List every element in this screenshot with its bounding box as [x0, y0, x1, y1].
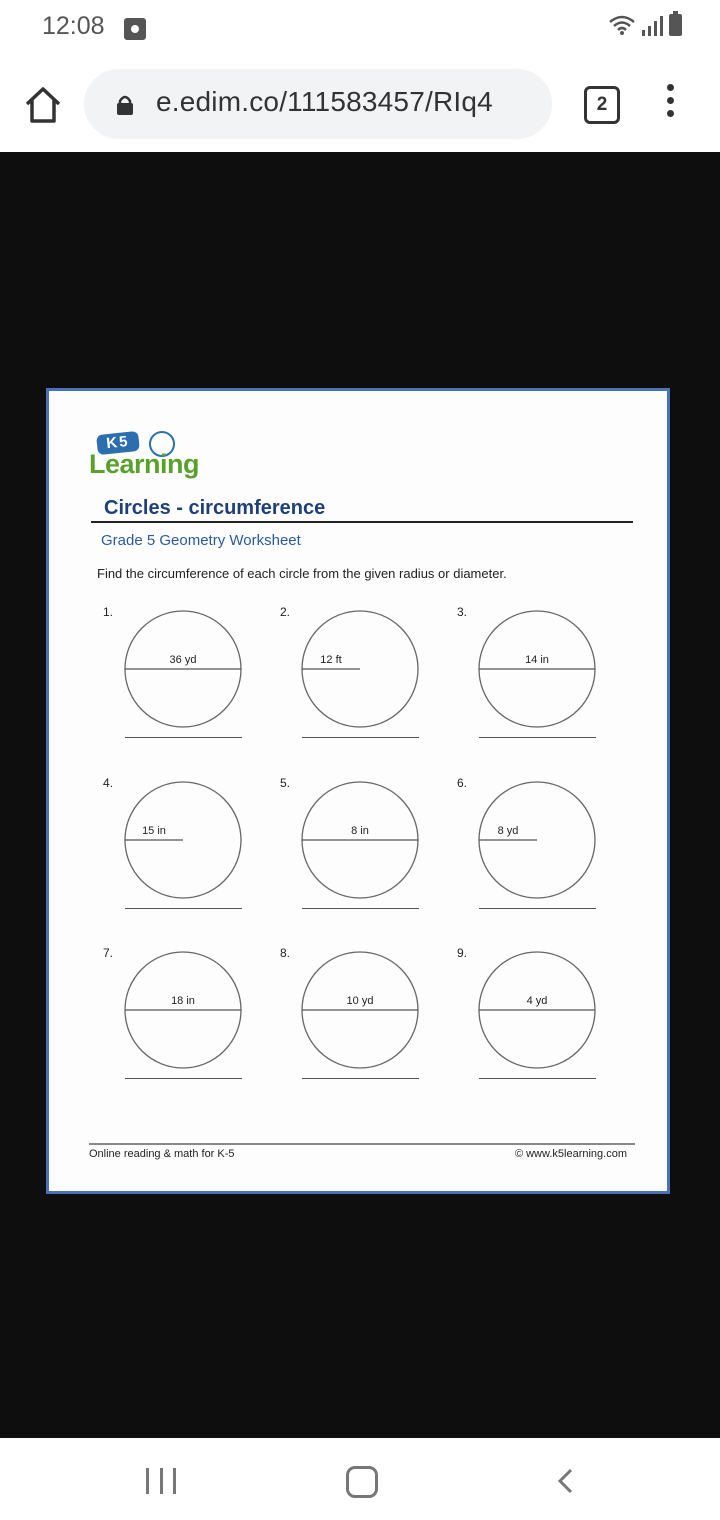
problem-number: 7. — [103, 946, 114, 960]
measure-label: 12 ft — [320, 654, 342, 666]
problem-2 — [280, 605, 450, 755]
system-nav-bar — [0, 1438, 720, 1520]
problem-6 — [457, 776, 627, 926]
title-divider — [91, 521, 633, 523]
circle-figure — [280, 605, 450, 735]
problem-1 — [103, 605, 273, 755]
circle-figure — [103, 946, 273, 1076]
k5-learning-logo — [89, 431, 209, 479]
answer-line — [125, 737, 242, 738]
logo-badge: K5 — [96, 431, 140, 455]
measure-label: 8 in — [351, 825, 369, 837]
measure-label: 4 yd — [526, 995, 548, 1007]
problem-7 — [103, 946, 273, 1096]
measure-label: 8 yd — [497, 825, 519, 837]
problem-number: 6. — [457, 776, 468, 790]
nav-home-icon[interactable] — [346, 1466, 378, 1498]
worksheet-instructions: Find the circumference of each circle from the given radius or diameter. — [97, 566, 507, 581]
overflow-menu-icon[interactable] — [660, 84, 680, 124]
status-icons — [609, 14, 682, 36]
signal-icon — [641, 14, 663, 36]
answer-line — [479, 1078, 596, 1079]
circle-figure — [457, 946, 627, 1076]
answer-line — [479, 737, 596, 738]
circle-figure — [103, 605, 273, 735]
problem-number: 9. — [457, 946, 468, 960]
recent-apps-icon[interactable] — [146, 1468, 176, 1494]
answer-line — [479, 908, 596, 909]
problem-4 — [103, 776, 273, 926]
problem-number: 8. — [280, 946, 291, 960]
problem-5 — [280, 776, 450, 926]
status-bar — [0, 0, 720, 56]
worksheet-subtitle: Grade 5 Geometry Worksheet — [101, 532, 301, 549]
status-time: 12:08 — [42, 12, 105, 40]
notification-icon — [124, 18, 146, 40]
measure-label: 36 yd — [169, 654, 197, 666]
worksheet-image — [46, 388, 670, 1194]
problem-9 — [457, 946, 627, 1096]
circle-figure — [280, 946, 450, 1076]
problem-3 — [457, 605, 627, 755]
footer-right: © www.k5learning.com — [514, 1148, 627, 1160]
measure-label: 10 yd — [346, 995, 374, 1007]
footer-divider — [89, 1143, 635, 1145]
url-text: e.edim.co/111583457/RIq4 — [156, 86, 493, 117]
nav-back-icon[interactable] — [556, 1468, 574, 1494]
problem-number: 5. — [280, 776, 291, 790]
answer-line — [302, 737, 419, 738]
measure-label: 15 in — [142, 825, 166, 837]
battery-icon — [669, 14, 682, 36]
address-bar[interactable] — [84, 69, 552, 139]
problem-number: 1. — [103, 605, 114, 619]
home-icon[interactable] — [22, 84, 64, 126]
measure-label: 18 in — [171, 995, 195, 1007]
problem-number: 4. — [103, 776, 114, 790]
circle-figure — [457, 605, 627, 735]
lock-icon — [115, 95, 135, 115]
logo-text: Learning — [89, 449, 200, 479]
wifi-icon — [609, 14, 635, 36]
answer-line — [302, 908, 419, 909]
answer-line — [125, 1078, 242, 1079]
worksheet-title: Circles - circumference — [104, 497, 326, 519]
circle-figure — [457, 776, 627, 906]
answer-line — [302, 1078, 419, 1079]
answer-line — [125, 908, 242, 909]
browser-toolbar — [0, 56, 720, 152]
circle-figure — [103, 776, 273, 906]
measure-label: 14 in — [525, 654, 549, 666]
problem-8 — [280, 946, 450, 1096]
problem-number: 3. — [457, 605, 468, 619]
footer-left: Online reading & math for K-5 — [89, 1148, 235, 1160]
problem-number: 2. — [280, 605, 291, 619]
tab-switcher-button[interactable]: 2 — [584, 86, 620, 124]
circle-figure — [280, 776, 450, 906]
